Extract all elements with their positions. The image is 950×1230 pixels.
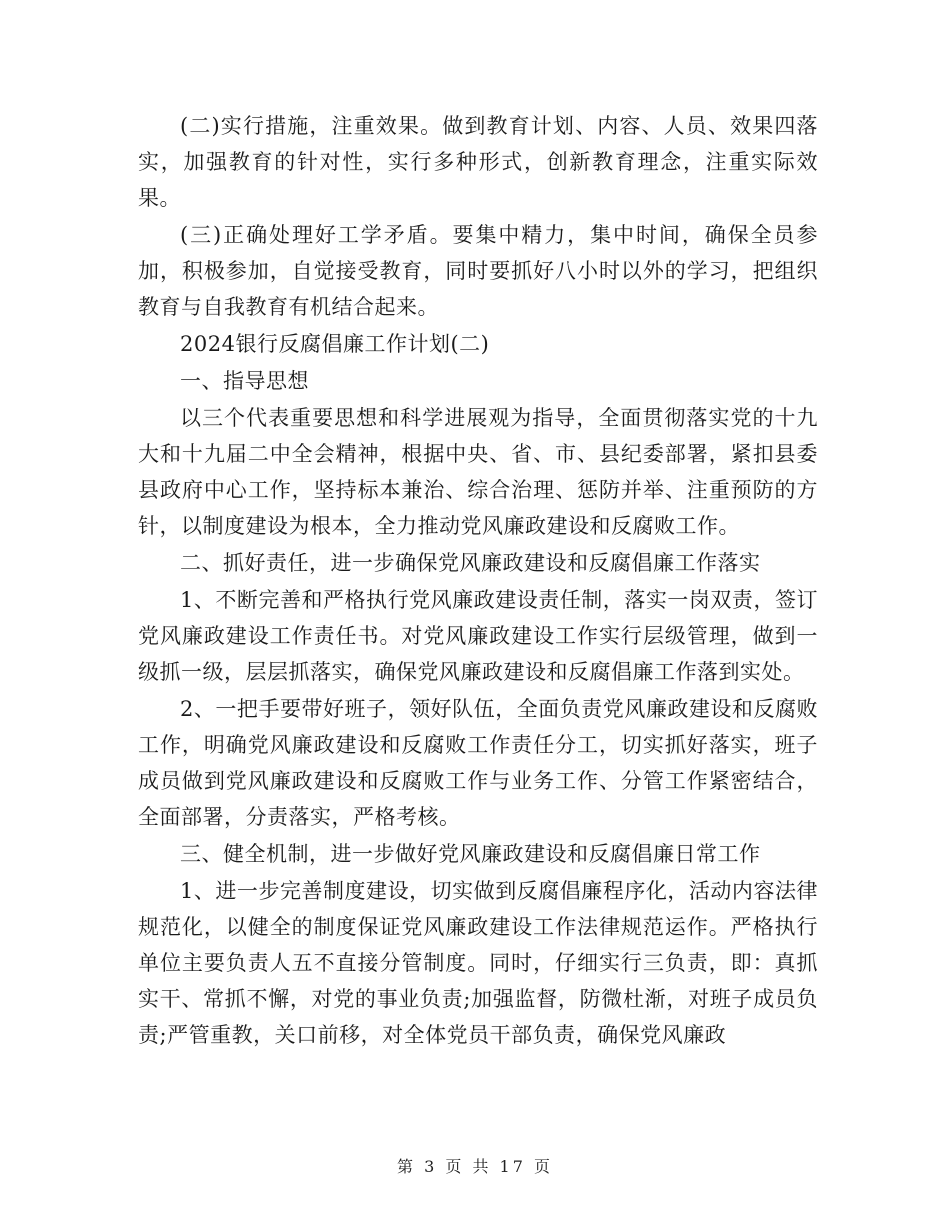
document-body xyxy=(138,108,818,1053)
paragraph-work-study-balance: (三)正确处理好工学矛盾。要集中精力，集中时间，确保全员参加，积极参加，自觉接受教育，同时要抓好八小时以外的学习，把组织教育与自我教育有机结合起来。 xyxy=(138,223,818,319)
paragraph-guiding-ideology: 以三个代表重要思想和科学进展观为指导，全面贯彻落实党的十九大和十九届二中全会精神，根据中央、省、市、县纪委部署，紧扣县委县政府中心工作，坚持标本兼治、综合治理、惩防并举、注重预防的方针，以制度建设为根本，全力推动党风廉政建设和反腐败工作。 xyxy=(138,406,818,538)
section-heading-guiding-ideology: 一、指导思想 xyxy=(180,369,309,393)
paragraph-system-building: 1、进一步完善制度建设，切实做到反腐倡廉程序化，活动内容法律规范化，以健全的制度保证党风廉政建设工作法律规范运作。严格执行单位主要负责人五不直接分管制度。同时，仔细实行三负责，即：真抓实干、常抓不懈，对党的事业负责;加强监督，防微杜渐，对班子成员负责;严管重教，关口前移，对全体党员干部负责，确保党风廉政 xyxy=(138,879,818,1047)
page-number-footer: 第 3 页 共 17 页 xyxy=(397,1157,553,1176)
section-heading-mechanism: 三、健全机制，进一步做好党风廉政建设和反腐倡廉日常工作 xyxy=(180,842,761,866)
paragraph-implement-measures: (二)实行措施，注重效果。做到教育计划、内容、人员、效果四落实，加强教育的针对性，实行多种形式，创新教育理念，注重实际效果。 xyxy=(138,114,818,210)
paragraph-leader-duties: 2、一把手要带好班子，领好队伍，全面负责党风廉政建设和反腐败工作，明确党风廉政建设和反腐败工作责任分工，切实抓好落实，班子成员做到党风廉政建设和反腐败工作与业务工作、分管工作紧密结合，全面部署，分责落实，严格考核。 xyxy=(138,697,818,829)
document-subtitle: 2024银行反腐倡廉工作计划(二) xyxy=(180,332,490,356)
section-heading-responsibility: 二、抓好责任，进一步确保党风廉政建设和反腐倡廉工作落实 xyxy=(180,551,761,575)
paragraph-responsibility-system: 1、不断完善和严格执行党风廉政建设责任制，落实一岗双责，签订党风廉政建设工作责任书。对党风廉政建设工作实行层级管理，做到一级抓一级，层层抓落实，确保党风廉政建设和反腐倡廉工作落到实处。 xyxy=(138,588,818,684)
